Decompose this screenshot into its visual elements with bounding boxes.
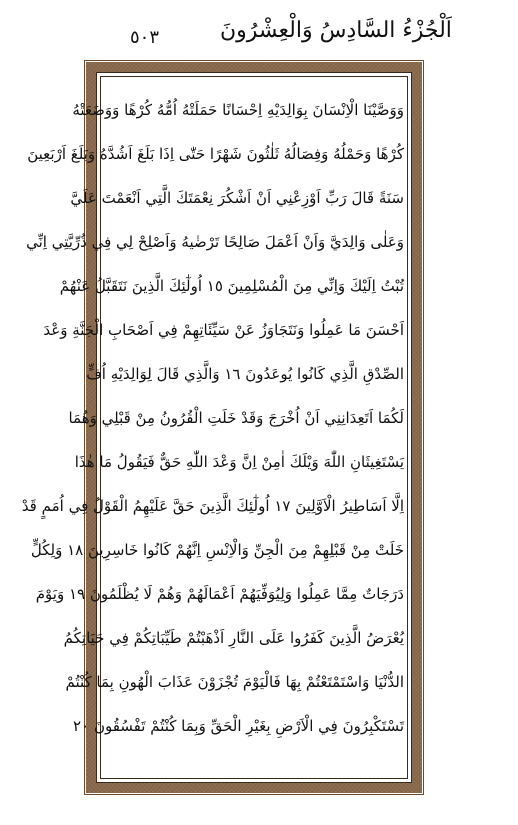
juz-title: اَلْجُزْءُ السَّادِسُ وَالْعِشْرُونَ: [220, 18, 452, 43]
text-line: سَنَةً قَالَ رَبِّ اَوْزِعْنِي اَنْ اَشْكُرَ نِعْمَتَكَ الَّتِي اَنْعَمْتَ عَلَيَّ: [70, 189, 404, 207]
text-line: لَكُمَا اَتَعِدَانِنِي اَنْ اُخْرَجَ وَقَدْ خَلَتِ الْقُرُونُ مِنْ قَبْلِي وَهُمَا: [68, 409, 404, 427]
text-line: اِلَّا اَسَاطِيرُ الْاَوَّلِينَ ١٧ اُولٰٓئِكَ الَّذِينَ حَقَّ عَلَيْهِمُ الْقَوْلُ فِي اُمَمٍ قَدْ: [21, 497, 404, 515]
text-line: تُبْتُ اِلَيْكَ وَاِنِّي مِنَ الْمُسْلِمِينَ ١٥ اُولٰٓئِكَ الَّذِينَ نَتَقَبَّلُ عَنْهُمْ: [59, 277, 404, 295]
text-line: الدُّنْيَا وَاسْتَمْتَعْتُمْ بِهَا فَالْيَوْمَ تُجْزَوْنَ عَذَابَ الْهُونِ بِمَا كُنْتُمْ: [65, 673, 404, 691]
text-line: الصِّدْقِ الَّذِي كَانُوا يُوعَدُونَ ١٦ وَالَّذِي قَالَ لِوَالِدَيْهِ اُفٍّ: [86, 365, 404, 383]
text-line: خَلَتْ مِنْ قَبْلِهِمْ مِنَ الْجِنِّ وَالْاِنْسِ اِنَّهُمْ كَانُوا خَاسِرِينَ ١٨ وَلِكُلٍّ: [30, 541, 404, 559]
text-line: اَحْسَنَ مَا عَمِلُوا وَنَتَجَاوَزُ عَنْ سَيِّئَاتِهِمْ فِي اَصْحَابِ الْجَنَّةِ وَعْدَ: [43, 321, 404, 339]
text-line: دَرَجَاتٌ مِمَّا عَمِلُوا وَلِيُوَفِّيَهُمْ اَعْمَالَهُمْ وَهُمْ لَا يُظْلَمُونَ ١٩ وَيَوْمَ: [35, 585, 404, 603]
text-line: كُرْهًا وَحَمْلُهُ وَفِصَالُهُ ثَلٰثُونَ شَهْرًا حَتّٰى اِذَا بَلَغَ اَشُدَّهُ وَبَلَغَ اَرْبَعِينَ: [27, 145, 404, 163]
page-number: ٥٠٣: [130, 27, 160, 48]
text-line: يُعْرَضُ الَّذِينَ كَفَرُوا عَلَى النَّارِ اَذْهَبْتُمْ طَيِّبَاتِكُمْ فِي حَيَاتِكُمُ: [63, 629, 404, 647]
text-line: وَعَلٰى وَالِدَيَّ وَاَنْ اَعْمَلَ صَالِحًا تَرْضٰيهُ وَاَصْلِحْ لِي فِي ذُرِّيَّتِي اِنِّي: [26, 233, 404, 251]
text-line: يَسْتَغِيثَانِ اللّٰهَ وَيْلَكَ اٰمِنْ اِنَّ وَعْدَ اللّٰهِ حَقٌّ فَيَقُولُ مَا هٰذَا: [74, 453, 404, 471]
text-line: وَوَصَّيْنَا الْاِنْسَانَ بِوَالِدَيْهِ اِحْسَانًا حَمَلَتْهُ اُمُّهُ كُرْهًا وَوَضَعَتْهُ: [72, 101, 404, 119]
quran-text: [21, 88, 404, 748]
page-header: [0, 0, 518, 60]
text-line: تَسْتَكْبِرُونَ فِي الْاَرْضِ بِغَيْرِ الْحَقِّ وَبِمَا كُنْتُمْ تَفْسُقُونَ ٢٠: [73, 717, 404, 735]
